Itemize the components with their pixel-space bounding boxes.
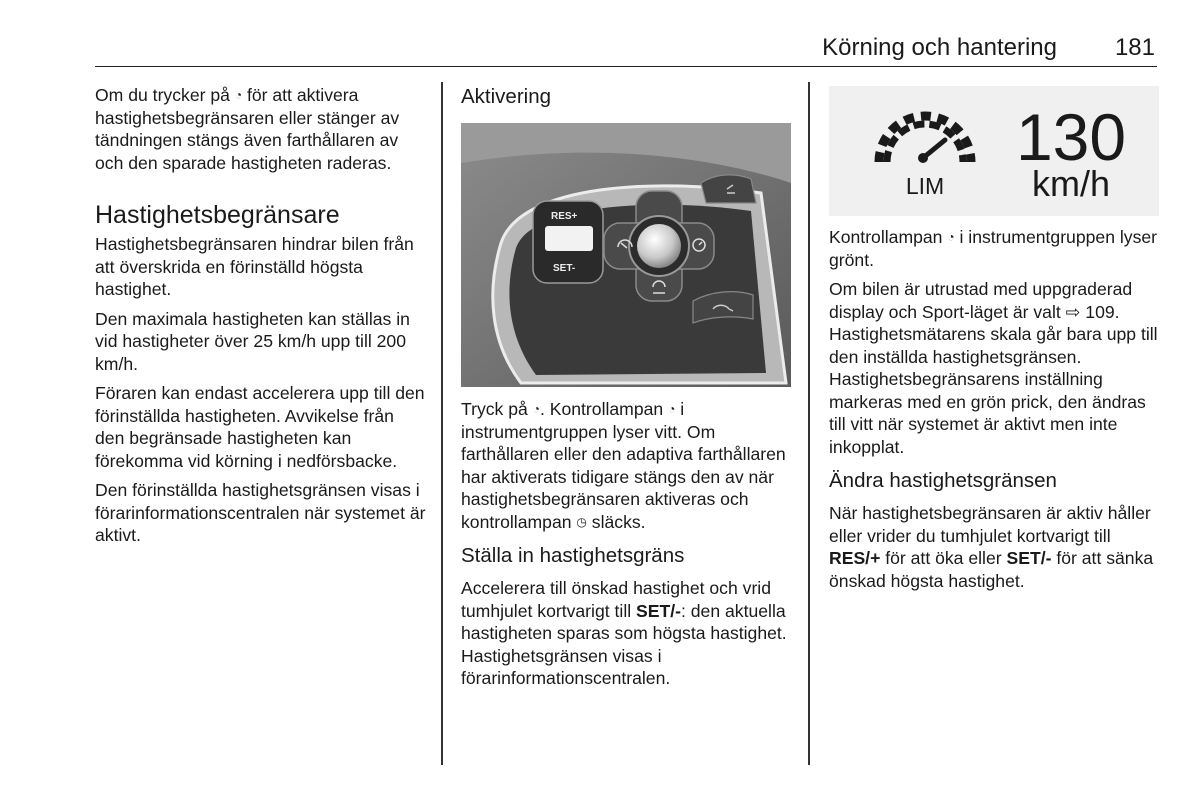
- page-header: [95, 34, 1157, 67]
- column-middle: [461, 84, 791, 697]
- paragraph: När hastighetsbegränsaren är aktiv håller eller vrider du tumhjulet kortvarigt till RES/+ för att öka eller SET/- för att sänka önskad högsta hastighet.: [829, 503, 1154, 591]
- paragraph: Den maximala hastigheten kan ställas in vid hastigheter över 25 km/h upp till 200 km/h.: [95, 308, 410, 374]
- heading-set-limit: Ställa in hastighetsgräns: [461, 544, 685, 567]
- speed-limiter-icon: ◔: [234, 88, 243, 102]
- speed-unit: km/h: [1031, 163, 1111, 204]
- heading-change-limit: Ändra hastighetsgränsen: [829, 469, 1057, 492]
- paragraph: Den förinställda hastighetsgränsen visas i förarinformationscentralen när systemet är aktivt.: [95, 480, 426, 545]
- paragraph-set-limit: Accelerera till önskad hastighet och vrid tumhjulet kortvarigt till SET/-: den aktuella hastigheten sparas som högsta hastighet. Hastighetsgränsen visas i förarinformationscentralen.: [461, 578, 787, 688]
- paragraph: Föraren kan endast accelerera upp till den förinställda hastigheten. Avvikelse från den begränsade hastigheten kan förekomma vid körning i nedförsbacke.: [95, 383, 425, 471]
- page-reference-link[interactable]: ⇨ 109: [1065, 301, 1115, 322]
- speed-limiter-icon: ◔: [947, 230, 955, 244]
- section-title: Körning och hantering: [822, 34, 1057, 61]
- paragraph: Hastighetsbegränsaren hindrar bilen från att överskrida en förinställd högsta hastighet.: [95, 234, 414, 299]
- heading-activation: Aktivering: [461, 85, 552, 108]
- paragraph: Om bilen är utrustad med uppgraderad display och Sport-läget är valt ⇨ 109. Hastighetsmätarens skala går bara upp till den inställda hastighetsgränsen. Hastighetsbegränsarens inställning markeras med en grön prick, den ändras till vitt när systemet är aktivt men inte inkopplat.: [829, 279, 1158, 457]
- cruise-control-icon: ◷: [576, 514, 587, 529]
- speed-limiter-icon: ◔: [532, 402, 540, 416]
- paragraph: Kontrollampan ◔ i instrumentgruppen lyser grönt.: [829, 227, 1158, 270]
- column-right: [829, 84, 1159, 599]
- lim-label: LIM: [905, 173, 945, 199]
- column-divider: [808, 82, 810, 765]
- column-left: [95, 84, 427, 554]
- intro-paragraph: Om du trycker på ◔ för att aktivera hastighetsbegränsaren eller stänger av tändningen stängs även farthållaren av och den sparade hastigheten raderas.: [95, 85, 400, 173]
- heading-speed-limiter: Hastighetsbegränsare: [95, 201, 340, 229]
- paragraph-activation: Tryck på ◔. Kontrollampan ◔ i instrumentgruppen lyser vitt. Om farthållaren eller den adaptiva farthållaren har aktiverats tidigare stängs den av när hastighetsbegränsaren aktiveras och kontrollampan ◷ släcks.: [461, 399, 786, 532]
- steering-wheel-controls-photo: [461, 123, 791, 387]
- set-minus-label: SET-: [553, 263, 576, 274]
- res-plus-label: RES+: [551, 211, 578, 222]
- limiter-display-graphic: [829, 86, 1159, 216]
- speed-value: 130: [1015, 100, 1127, 174]
- page-number: 181: [1114, 34, 1155, 61]
- speed-limiter-icon: ◔: [668, 402, 676, 416]
- column-divider: [441, 82, 443, 765]
